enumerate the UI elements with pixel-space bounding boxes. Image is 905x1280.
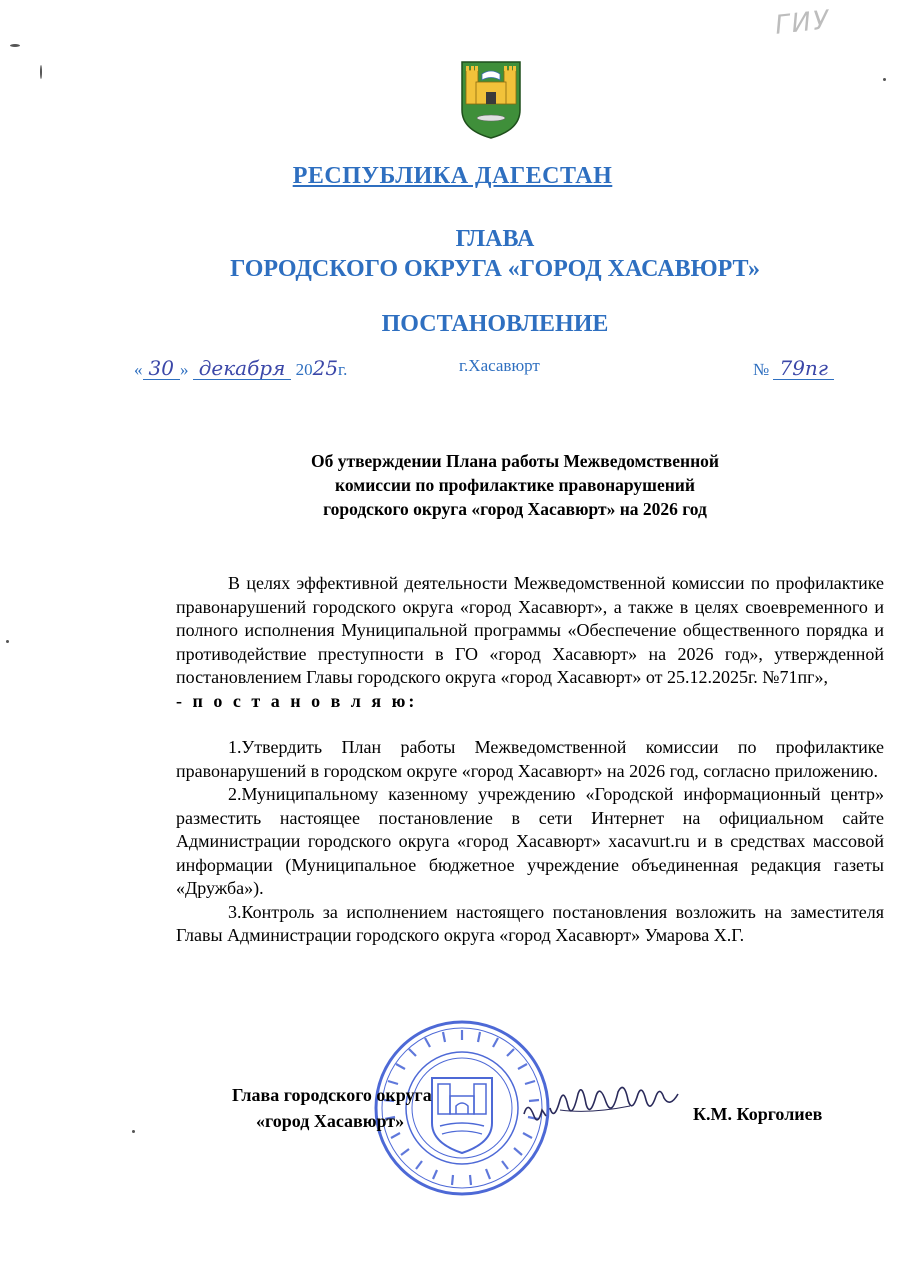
scan-speck (883, 78, 886, 81)
scan-speck (132, 1130, 135, 1133)
item-3-paragraph: 3.Контроль за исполнением настоящего постановления возложить на заместителя Главы Администрации городского округа «город Хасавюрт» Умарова Х.Г. (176, 901, 884, 945)
document-body (176, 572, 884, 948)
signatory-position-line1: Глава городского округа (232, 1085, 432, 1105)
date-close-quote: » (179, 360, 189, 379)
date-year-prefix: 20 (295, 360, 313, 379)
title-line2: комиссии по профилактике правонарушений (335, 475, 695, 495)
handwritten-signature-icon (520, 1070, 685, 1130)
document-city: г.Хасавюрт (459, 356, 540, 375)
signatory-position-line2: «город Хасавюрт» (256, 1111, 405, 1131)
document-type-heading: ПОСТАНОВЛЕНИЕ (381, 311, 609, 337)
scan-speck (10, 44, 20, 47)
signatory-name: К.М. Корголиев (693, 1104, 823, 1124)
document-number (753, 356, 834, 380)
coat-of-arms-icon (460, 60, 522, 140)
date-year-unit: г. (338, 360, 348, 379)
signatory-position (232, 1082, 432, 1134)
item-1-paragraph: 1.Утвердить План работы Межведомственной комиссии по профилактике правонарушений в городском округе «город Хасавюрт» на 2026 год, согласно приложению. (176, 737, 884, 781)
scan-speck (40, 65, 42, 79)
date-year-suffix: 25 (312, 356, 339, 380)
authority-heading-line2: ГОРОДСКОГО ОКРУГА «ГОРОД ХАСАВЮРТ» (230, 256, 760, 282)
title-line3: городского округа «город Хасавюрт» на 2026 год (323, 499, 707, 519)
date-open-quote: « (134, 360, 143, 379)
date-day: 30 (148, 356, 174, 380)
corner-handwritten-mark: ГИУ (773, 5, 833, 41)
document-title (230, 449, 800, 521)
title-line1: Об утверждении Плана работы Межведомственной (310, 451, 719, 471)
scan-speck (6, 640, 9, 643)
intro-paragraph: В целях эффективной деятельности Межведомственной комиссии по профилактике правонарушений городского округа «город Хасавюрт», а также в целях своевременного и полного исполнения Муниципальной программы «Обеспечение общественного порядка и противодействие преступности в ГО «город Хасавюрт» на 2026 год», утвержденной постановлением Главы городского округа «город Хасавюрт» от 25.12.2025г. №71пг», (176, 573, 884, 687)
resolve-phrase: - п о с т а н о в л я ю: (176, 690, 418, 711)
republic-heading: РЕСПУБЛИКА ДАГЕСТАН (292, 163, 613, 189)
number-value: 79пг (779, 356, 828, 380)
document-date (134, 356, 347, 380)
authority-heading-line1: ГЛАВА (455, 226, 535, 252)
date-month: декабря (198, 356, 286, 380)
item-2-paragraph: 2.Муниципальному казенному учреждению «Городской информационный центр» разместить настоящее постановление в сети Интернет на официальном сайте Администрации городского округа «город Хасавюрт» xacavurt.ru и в средствах массовой информации (Муниципальное бюджетное учреждение объединенная редакция газеты «Дружба»). (176, 784, 884, 898)
number-label: № (753, 360, 770, 379)
